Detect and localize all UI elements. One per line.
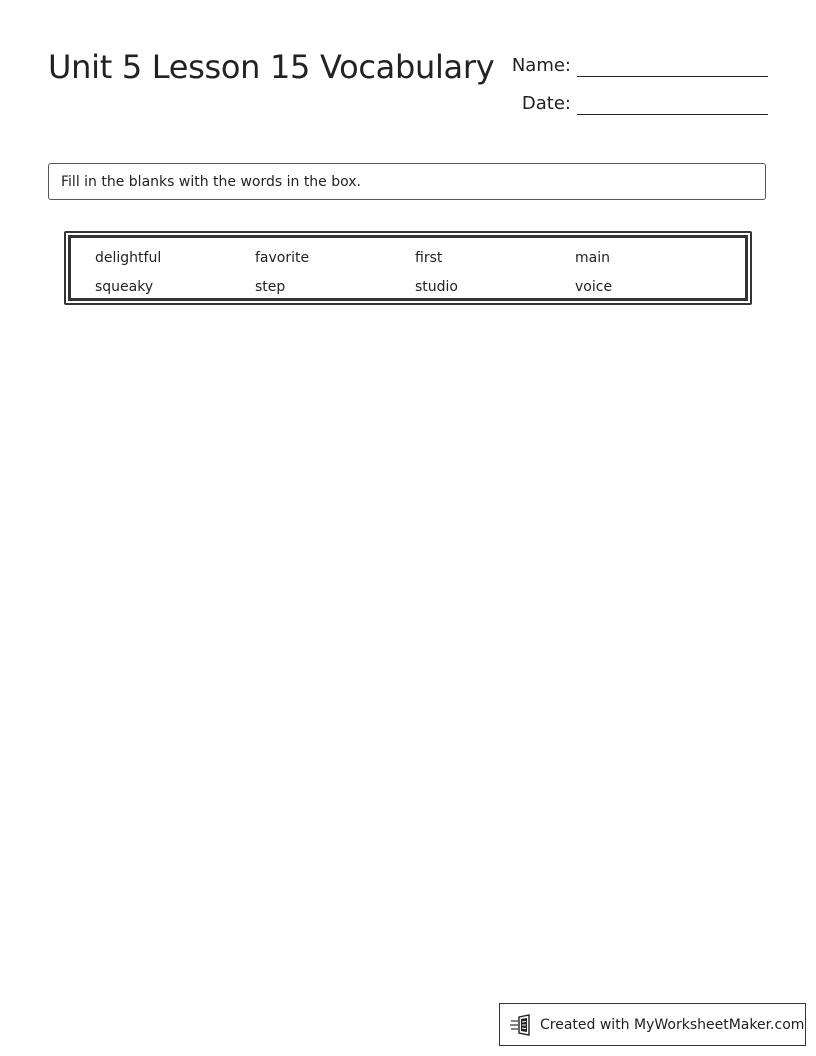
word-bank-item: squeaky [95,279,154,295]
word-bank-item: favorite [255,250,310,266]
word-bank-item: studio [415,279,458,295]
name-label: Name: [511,55,571,76]
name-field [512,52,768,77]
word-bank-item: first [415,250,443,266]
instructions-box: Fill in the blanks with the words in the box. [48,163,766,200]
word-bank-item: voice [575,279,613,295]
word-bank-inner-border [68,235,748,301]
word-bank-item: delightful [95,250,162,266]
word-bank-box [64,231,752,305]
word-bank-item: step [255,279,286,295]
name-blank-line[interactable] [577,52,768,77]
word-bank-item: main [575,250,610,266]
date-field [522,90,768,115]
footer-credit[interactable] [499,1003,806,1046]
date-label: Date: [521,93,571,114]
worksheet-maker-logo-icon [510,1014,532,1036]
date-blank-line[interactable] [577,90,768,115]
page-title: Unit 5 Lesson 15 Vocabulary [48,48,495,86]
footer-credit-text: Created with MyWorksheetMaker.com [540,1016,805,1033]
